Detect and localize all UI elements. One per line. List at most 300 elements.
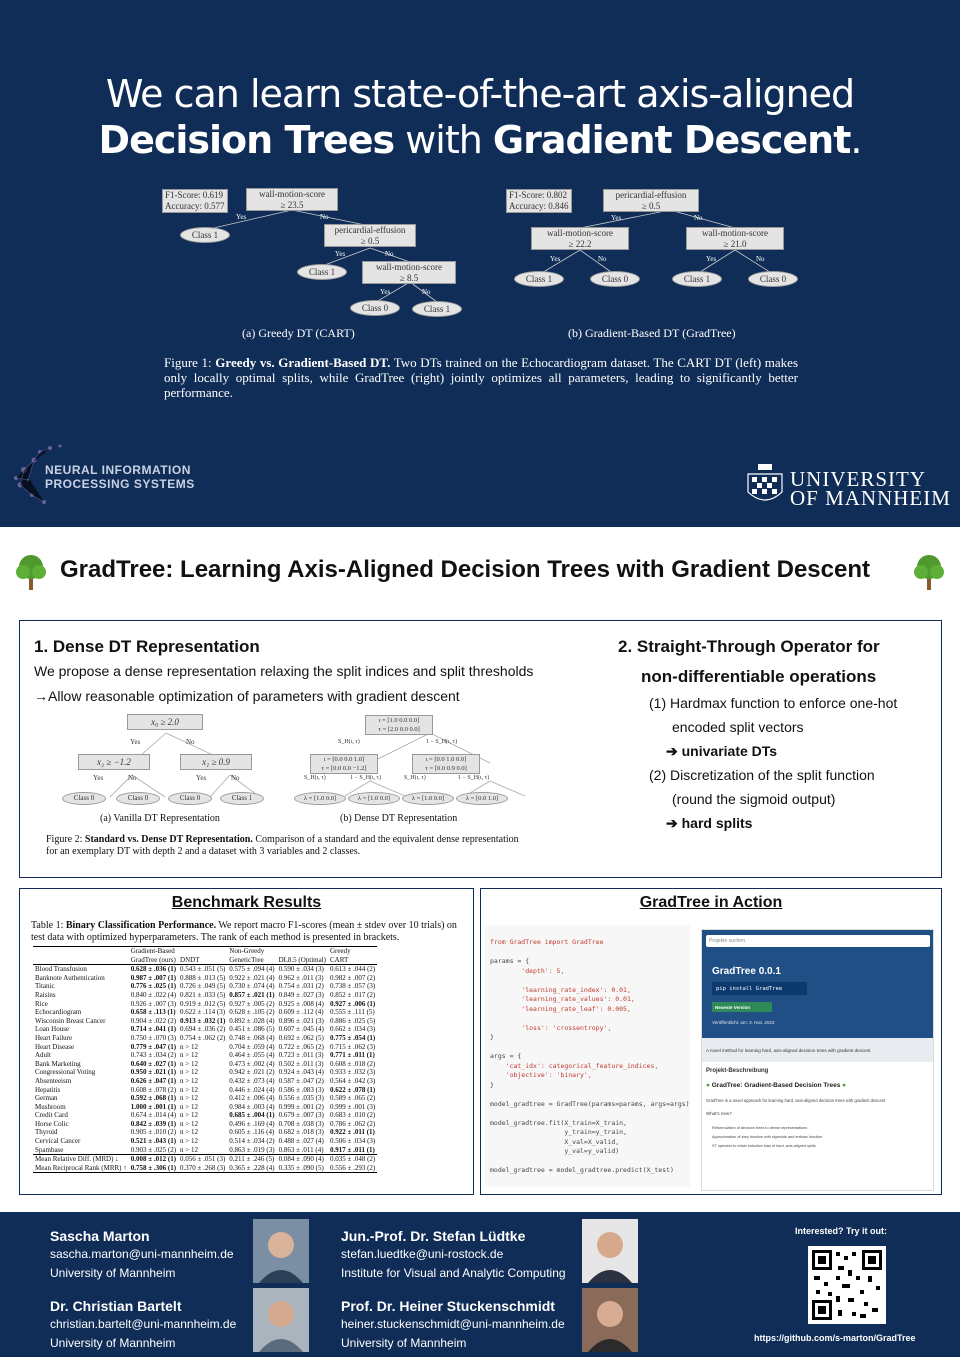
vanilla-left: x₂ ≥ −1.2: [78, 754, 150, 770]
dense-split-label: 1 − S_H(ι, τ): [458, 775, 490, 781]
score-cell: 0.555 ± .111 (5): [330, 1008, 375, 1017]
section1-heading: 1. Dense DT Representation: [34, 637, 260, 656]
dataset-name: Cervical Cancer: [35, 1137, 81, 1146]
score-cell: 0.607 ± .045 (4): [278, 1025, 324, 1034]
score-cell: 0.984 ± .003 (4): [229, 1102, 275, 1111]
cart-leaf-1: Class 1: [180, 227, 230, 243]
results-table: [33, 946, 377, 1173]
arrow-icon: ➔: [666, 743, 682, 759]
github-link[interactable]: https://github.com/s-marton/GradTree: [754, 1333, 916, 1343]
tree-icon: ●: [706, 1082, 710, 1089]
score-cell: 0.999 ± .001 (3): [330, 1102, 376, 1111]
method-section: [19, 620, 942, 878]
score-cell: 0.726 ± .049 (5): [180, 982, 226, 991]
section2-heading2: non-differentiable operations: [641, 667, 877, 686]
score-cell: n > 12: [180, 1111, 198, 1120]
pypi-readme-desc: GradTree is a novel approach for learning hard, axis-aligned decision trees with gradient descent: [706, 1098, 886, 1103]
column-header: DNDT: [180, 955, 200, 964]
score-cell: 0.514 ± .034 (2): [229, 1137, 275, 1146]
score-cell: 0.609 ± .112 (4): [278, 1008, 324, 1017]
s2-univariate: ➔ univariate DTs: [666, 743, 778, 759]
score-cell: 0.730 ± .074 (4): [229, 982, 275, 991]
headline-line1: We can learn state-of-the-art axis-aligned: [105, 72, 855, 116]
score-cell: n > 12: [180, 1145, 198, 1154]
table-row: [33, 1017, 377, 1026]
author-photo: [582, 1219, 638, 1283]
no-label: No: [186, 738, 195, 746]
author-info: sascha.marton@uni-mannheim.de University of Mannheim: [50, 1247, 234, 1280]
score-cell: 0.605 ± .116 (4): [229, 1128, 275, 1137]
mannheim-crest-icon: [740, 460, 790, 510]
score-cell: n > 12: [180, 1085, 198, 1094]
neurips-text: NEURAL INFORMATION PROCESSING SYSTEMS: [45, 463, 195, 491]
no-label: No: [422, 288, 431, 296]
qr-code-icon[interactable]: [808, 1246, 886, 1324]
table-row: [33, 965, 377, 974]
yes-label: Yes: [706, 255, 717, 263]
score-cell: 0.924 ± .043 (4): [278, 1068, 324, 1077]
code-line: y_val=y_valid): [490, 1147, 620, 1155]
score-cell: 0.628 ± .105 (2): [229, 1008, 275, 1017]
score-cell: 0.543 ± .051 (5): [180, 965, 226, 974]
table-row: [33, 1060, 377, 1069]
score-cell: 0.950 ± .021 (1): [130, 1068, 177, 1077]
yes-label: Yes: [130, 738, 141, 746]
score-cell: 0.587 ± .047 (2): [278, 1076, 324, 1085]
author-info: heiner.stuckenschmidt@uni-mannheim.de University of Mannheim: [341, 1317, 565, 1350]
score-cell: 0.613 ± .044 (2): [330, 965, 376, 974]
cart-score-box: F1-Score: 0.619 Accuracy: 0.577: [162, 189, 228, 213]
headline-line2: Decision Trees with Gradient Descent.: [98, 118, 862, 162]
score-cell: n > 12: [180, 1051, 198, 1060]
score-cell: 0.575 ± .094 (4): [229, 965, 275, 974]
dataset-name: Rice: [35, 999, 48, 1008]
pypi-project-heading: Projekt-Beschreibung: [706, 1068, 769, 1074]
author-name: Dr. Christian Bartelt: [50, 1298, 182, 1314]
yes-label: Yes: [93, 774, 104, 782]
tree-icon: [12, 553, 50, 591]
score-cell: 0.903 ± .025 (2): [130, 1145, 177, 1154]
no-label: No: [694, 214, 703, 222]
dense-split-label: S_H(ι, τ): [304, 775, 326, 781]
score-cell: 0.564 ± .042 (3): [330, 1076, 376, 1085]
tree-icon: [910, 553, 948, 591]
score-cell: 0.857 ± .021 (1): [229, 990, 275, 999]
no-label: No: [756, 255, 765, 263]
mannheim-logo-text: UNIVERSITY OF MANNHEIM: [790, 467, 951, 510]
column-header: GeneticTree: [229, 955, 264, 964]
score-cell: 0.754 ± .031 (2): [278, 982, 324, 991]
score-cell: 0.432 ± .073 (4): [229, 1076, 275, 1085]
score-cell: 0.592 ± .068 (1): [130, 1094, 177, 1103]
score-cell: 0.919 ± .012 (5): [180, 999, 226, 1008]
score-cell: 0.754 ± .062 (2): [180, 1033, 226, 1042]
section1-text1: We propose a dense representation relaxing the split indices and split thresholds: [34, 663, 534, 679]
grad-leaf-2: Class 0: [590, 271, 640, 287]
score-cell: n > 12: [180, 1076, 198, 1085]
score-cell: 0.446 ± .024 (4): [229, 1085, 275, 1094]
code-line: X_val=X_valid,: [490, 1137, 620, 1146]
dense-split-label: S_H(ι, τ): [338, 739, 360, 745]
score-cell: 0.917 ± .011 (1): [330, 1145, 375, 1154]
score-cell: 0.933 ± .032 (3): [330, 1068, 376, 1077]
score-cell: 0.927 ± .005 (2): [229, 999, 275, 1008]
score-cell: 0.942 ± .021 (2): [229, 1068, 275, 1077]
table-row: [33, 1120, 377, 1129]
dataset-name: Raisins: [35, 990, 56, 999]
table-row: [33, 1051, 377, 1060]
cart-tree-edges: [0, 0, 960, 330]
score-cell: 0.776 ± .025 (1): [130, 982, 177, 991]
vanilla-root: x₀ ≥ 2.0: [127, 714, 203, 730]
code-line: [490, 1043, 690, 1053]
dense-right: ι = [0.0 1.0 0.0] τ = [0.0 0.9 0.0]: [412, 754, 480, 774]
score-cell: 0.888 ± .013 (5): [180, 973, 226, 982]
table-row: [33, 1103, 377, 1112]
score-cell: 0.913 ± .032 (1): [180, 1016, 226, 1025]
grad-score-box: F1-Score: 0.802 Accuracy: 0.846: [506, 189, 572, 213]
code-line: [490, 1090, 690, 1100]
score-cell: 0.852 ± .017 (2): [330, 990, 376, 999]
action-section: [480, 888, 942, 1195]
score-cell: 0.738 ± .057 (3): [330, 982, 376, 991]
code-line: [490, 1109, 690, 1119]
dense-root: ι = [1.0 0.0 0.0] τ = [2.0 0.0 0.0]: [365, 715, 433, 735]
cart-caption: (a) Greedy DT (CART): [242, 326, 355, 340]
cart-node-root: wall-motion-score ≥ 23.5: [246, 188, 338, 211]
tree-icon: ●: [842, 1082, 847, 1089]
dense-split-label: 1 − S_H(ι, τ): [350, 775, 382, 781]
score-cell: 0.506 ± .034 (3): [330, 1137, 376, 1146]
dataset-name: Absenteeism: [35, 1076, 72, 1085]
vanilla-leaf-2: Class 0: [116, 792, 160, 805]
vanilla-leaf-3: Class 0: [168, 792, 212, 805]
pypi-search-input[interactable]: Projekte suchen: [706, 935, 930, 947]
dataset-name: Echocardiogram: [35, 1008, 82, 1017]
no-label: No: [598, 255, 607, 263]
dataset-name: German: [35, 1094, 58, 1103]
dataset-name: Adult: [35, 1051, 51, 1060]
cta-label: Interested? Try it out:: [795, 1226, 888, 1236]
pypi-date: Veröffentlicht: am: 3. Nov. 2023: [712, 1020, 775, 1025]
yes-label: Yes: [335, 250, 346, 258]
s2-hardsplits: ➔ hard splits: [666, 815, 753, 831]
cart-node-2: pericardial-effusion ≥ 0.5: [324, 224, 416, 247]
yes-label: Yes: [196, 774, 207, 782]
score-cell: 0.905 ± .010 (2): [130, 1128, 177, 1137]
score-cell: n > 12: [180, 1094, 198, 1103]
pypi-readme-title: ● GradTree: Gradient-Based Decision Trees ●: [706, 1082, 847, 1089]
table-row: [33, 1000, 377, 1009]
pip-install-box[interactable]: pip install GradTree: [712, 982, 807, 995]
score-cell: 0.451 ± .086 (5): [229, 1025, 275, 1034]
score-cell: 0.662 ± .034 (3): [330, 1025, 376, 1034]
table-row: [33, 1137, 377, 1146]
s2-point2: (2) Discretization of the split function: [649, 767, 875, 783]
score-cell: 0.896 ± .021 (3): [278, 1016, 324, 1025]
score-cell: 0.886 ± .025 (5): [330, 1016, 376, 1025]
cart-leaf-2: Class 1: [297, 264, 347, 280]
score-cell: 0.982 ± .007 (2): [330, 973, 376, 982]
score-cell: 0.771 ± .011 (1): [330, 1051, 375, 1060]
dataset-name: Heart Disease: [35, 1042, 75, 1051]
score-cell: 0.750 ± .070 (3): [130, 1033, 177, 1042]
score-cell: n > 12: [180, 1042, 198, 1051]
poster-title: GradTree: Learning Axis-Aligned Decision Trees with Gradient Descent: [60, 556, 870, 583]
dense-leaf-3: λ = [1.0 0.0]: [402, 792, 454, 805]
code-line: from GradTree import GradTree: [490, 938, 604, 946]
code-line: [490, 976, 690, 986]
dataset-name: Wisconsin Breast Cancer: [35, 1016, 106, 1025]
score-cell: 0.715 ± .062 (3): [330, 1042, 376, 1051]
yes-label: Yes: [380, 288, 391, 296]
pypi-description: A novel method for learning hard, axis-aligned decision trees with gradient descent: [702, 1038, 933, 1062]
section1-text2: →Allow reasonable optimization of parameters with gradient descent: [34, 688, 460, 704]
figure2-caption: Figure 2: Standard vs. Dense DT Representation. Comparison of a standard and the equivalent dense representation for an exemplary DT with depth 2 and a dataset with 3 variables and 2 classes.: [46, 834, 519, 857]
score-cell: 0.821 ± .033 (5): [180, 990, 226, 999]
score-cell: 0.723 ± .011 (3): [278, 1051, 324, 1060]
mrd-row: Mean Relative Diff. (MRD) ↓ 0.008 ± .012 (1) 0.056 ± .051 (3) 0.211 ± .246 (5) 0.084 ± .090 (4) 0.035 ± .048 (2): [35, 1155, 376, 1164]
score-cell: 0.590 ± .034 (3): [278, 965, 324, 974]
author-name: Jun.-Prof. Dr. Stefan Lüdtke: [341, 1228, 526, 1244]
score-cell: 0.682 ± .018 (3): [278, 1128, 324, 1137]
code-line: params = {: [490, 957, 530, 965]
table-row: [33, 1025, 377, 1034]
dense-leaf-1: λ = [1.0 0.0]: [294, 792, 346, 805]
grad-node-root: pericardial-effusion ≥ 0.5: [603, 189, 699, 212]
benchmark-title: Benchmark Results: [171, 894, 322, 911]
score-cell: 0.927 ± .006 (1): [330, 999, 376, 1008]
score-cell: 0.786 ± .062 (2): [330, 1119, 376, 1128]
code-line: 'learning_rate_index': 0.01,: [490, 985, 631, 994]
table-row: [33, 974, 377, 983]
benchmark-section: [19, 888, 474, 1195]
dataset-name: Horse Colic: [35, 1119, 69, 1128]
dense-split-label: S_H(ι, τ): [404, 775, 426, 781]
cart-leaf-4: Class 1: [412, 301, 462, 317]
score-cell: 0.412 ± .006 (4): [229, 1094, 275, 1103]
dataset-name: Congressional Voting: [35, 1068, 96, 1077]
no-label: No: [128, 774, 137, 782]
dataset-name: Thyroid: [35, 1128, 58, 1137]
column-header: CART: [330, 955, 349, 964]
dataset-name: Heart Failure: [35, 1033, 73, 1042]
code-line: 'cat_idx': categorical_feature_indices,: [490, 1061, 659, 1070]
score-cell: 0.926 ± .007 (3): [130, 999, 177, 1008]
header-banner: [0, 0, 960, 527]
code-line: model_gradtree.fit(X_train=X_train,: [490, 1118, 627, 1127]
code-line: [490, 1157, 690, 1167]
table-row: [33, 982, 377, 991]
score-cell: 0.999 ± .001 (2): [278, 1102, 324, 1111]
score-cell: 1.000 ± .001 (1): [130, 1102, 177, 1111]
pypi-bullets: Reformulation of decision trees to dense representations Approximation of step function with sigmoids and entmax function ST operator to retain inductive bias of hard, axis-aligned splits: [712, 1126, 823, 1148]
score-cell: n > 12: [180, 1068, 198, 1077]
table-row: [33, 1043, 377, 1052]
dataset-name: Credit Card: [35, 1111, 68, 1120]
score-cell: 0.708 ± .038 (3): [278, 1119, 324, 1128]
no-label: No: [320, 213, 329, 221]
score-cell: 0.502 ± .011 (3): [278, 1059, 324, 1068]
score-cell: n > 12: [180, 1059, 198, 1068]
score-cell: 0.658 ± .113 (1): [130, 1008, 176, 1017]
cart-node-3: wall-motion-score ≥ 8.5: [362, 261, 456, 284]
dense-leaf-2: λ = [1.0 0.0]: [348, 792, 400, 805]
score-cell: 0.925 ± .008 (4): [278, 999, 324, 1008]
score-cell: 0.922 ± .021 (4): [229, 973, 275, 982]
score-cell: 0.640 ± .027 (1): [130, 1059, 177, 1068]
score-cell: 0.674 ± .014 (4): [130, 1111, 177, 1120]
score-cell: 0.863 ± .011 (4): [278, 1145, 324, 1154]
score-cell: 0.904 ± .022 (2): [130, 1016, 177, 1025]
score-cell: 0.464 ± .055 (4): [229, 1051, 275, 1060]
table-caption: Table 1: Binary Classification Performance. We report macro F1-scores (mean ± stdev over 10 trials) on test data with optimized hyperparameters. The rank of each method is presented in brackets.: [31, 920, 457, 943]
table-row: [33, 1008, 377, 1017]
score-cell: 0.962 ± .011 (3): [278, 973, 324, 982]
code-line: }: [490, 1033, 494, 1041]
score-cell: 0.743 ± .034 (2): [130, 1051, 177, 1060]
dataset-name: Banknote Authentication: [35, 973, 105, 982]
table-row: [33, 1111, 377, 1120]
vanilla-leaf-4: Class 1: [220, 792, 264, 805]
score-cell: 0.775 ± .054 (1): [330, 1033, 376, 1042]
arrow-icon: ➔: [666, 815, 682, 831]
score-cell: 0.779 ± .047 (1): [130, 1042, 177, 1051]
yes-label: Yes: [550, 255, 561, 263]
table-row: [33, 1146, 377, 1155]
figure1-caption: Figure 1: Greedy vs. Gradient-Based DT. Two DTs trained on the Echocardiogram dataset. The CART DT (left) makes only locally optimal splits, while GradTree (right) jointly optimizes all parameters, leading to significantly better performance.: [164, 355, 799, 400]
score-cell: 0.622 ± .114 (3): [180, 1008, 226, 1017]
code-line: 'objective': 'binary',: [490, 1071, 592, 1079]
score-cell: 0.922 ± .011 (1): [330, 1128, 375, 1137]
score-cell: n > 12: [180, 1102, 198, 1111]
grad-node-left: wall-motion-score ≥ 22.2: [531, 227, 629, 250]
yes-label: Yes: [236, 213, 247, 221]
grad-leaf-1: Class 1: [514, 271, 564, 287]
score-cell: 0.679 ± .007 (3): [278, 1111, 324, 1120]
score-cell: 0.892 ± .028 (4): [229, 1016, 275, 1025]
author-name: Prof. Dr. Heiner Stuckenschmidt: [341, 1298, 555, 1314]
author-photo: [582, 1288, 638, 1352]
group-header: Greedy: [330, 947, 351, 955]
dataset-name: Blood Transfusion: [35, 965, 87, 974]
score-cell: 0.692 ± .062 (5): [278, 1033, 324, 1042]
author-photo: [253, 1219, 309, 1283]
score-cell: 0.842 ± .039 (1): [130, 1119, 177, 1128]
score-cell: 0.589 ± .065 (2): [330, 1094, 376, 1103]
score-cell: 0.626 ± .047 (1): [130, 1076, 177, 1085]
code-line: 'loss': 'crossentropy',: [490, 1023, 612, 1032]
score-cell: 0.694 ± .036 (2): [180, 1025, 226, 1034]
pypi-package-name: GradTree 0.0.1: [712, 966, 781, 977]
code-line: args = {: [490, 1052, 522, 1060]
score-cell: 0.722 ± .065 (2): [278, 1042, 324, 1051]
score-cell: 0.586 ± .083 (3): [278, 1085, 324, 1094]
pypi-whats-new: What's new?: [706, 1111, 732, 1116]
dense-left: ι = [0.0 0.0 1.0] τ = [0.0 0.0 −1.2]: [310, 754, 378, 774]
column-header: GradTree (ours): [130, 955, 176, 964]
results-table-wrap: [33, 946, 377, 1173]
group-header: Non-Greedy: [229, 947, 265, 955]
score-cell: 0.496 ± .169 (4): [229, 1119, 275, 1128]
score-cell: 0.840 ± .022 (4): [130, 990, 177, 999]
score-cell: 0.863 ± .019 (3): [229, 1145, 275, 1154]
score-cell: 0.714 ± .041 (1): [130, 1025, 177, 1034]
score-cell: 0.987 ± .007 (1): [130, 973, 177, 982]
grad-leaf-3: Class 1: [672, 271, 722, 287]
score-cell: 0.849 ± .027 (3): [278, 990, 324, 999]
table-row: [33, 1077, 377, 1086]
vanilla-caption: (a) Vanilla DT Representation: [100, 813, 220, 824]
score-cell: 0.521 ± .043 (1): [130, 1137, 177, 1146]
grad-node-right: wall-motion-score ≥ 21.0: [686, 227, 784, 250]
cart-leaf-3: Class 0: [350, 300, 400, 316]
dataset-name: Mushroom: [35, 1102, 66, 1111]
table-row: [33, 1068, 377, 1077]
s2-point2b: (round the sigmoid output): [672, 791, 836, 807]
dataset-name: Spambase: [35, 1145, 64, 1154]
code-line: [490, 1014, 690, 1024]
code-line: 'learning_rate_leaf': 0.005,: [490, 1004, 631, 1013]
dense-leaf-4: λ = [0.0 1.0]: [456, 792, 508, 805]
mrr-row: Mean Reciprocal Rank (MRR) ↑ 0.758 ± .306 (1) 0.370 ± .268 (3) 0.365 ± .228 (4) 0.335 ± .090 (5) 0.556 ± .293 (2): [35, 1163, 376, 1172]
vanilla-leaf-1: Class 0: [62, 792, 106, 805]
dataset-name: Bank Marketing: [35, 1059, 81, 1068]
author-info: stefan.luedtke@uni-rostock.de Institute for Visual and Analytic Computing: [341, 1247, 566, 1280]
score-cell: 0.608 ± .018 (2): [330, 1059, 376, 1068]
score-cell: n > 12: [180, 1119, 198, 1128]
code-line: y_train=y_train,: [490, 1128, 627, 1136]
code-line: model_gradtree = GradTree(params=params, args=args): [490, 1099, 690, 1108]
no-label: No: [231, 774, 240, 782]
author-info: christian.bartelt@uni-mannheim.de University of Mannheim: [50, 1317, 237, 1350]
code-line: 'learning_rate_values': 0.01,: [490, 995, 635, 1003]
dense-split-label: 1 − S_H(ι, τ): [426, 739, 458, 745]
score-cell: 0.704 ± .059 (4): [229, 1042, 275, 1051]
dataset-name: Titanic: [35, 982, 55, 991]
score-cell: 0.556 ± .035 (3): [278, 1094, 324, 1103]
code-line: model_gradtree = model_gradtree.predict(X_test): [490, 1166, 674, 1174]
latest-version-button[interactable]: Neueste Version: [712, 1002, 772, 1012]
vanilla-right: x₁ ≥ 0.9: [180, 754, 252, 770]
pypi-page: [701, 929, 934, 1191]
code-line: [490, 948, 690, 958]
score-cell: 0.748 ± .068 (4): [229, 1033, 275, 1042]
score-cell: 0.473 ± .002 (4): [229, 1059, 275, 1068]
dataset-name: Hepatitis: [35, 1085, 61, 1094]
table-row: [33, 1034, 377, 1043]
section2-heading1: 2. Straight-Through Operator for: [618, 637, 880, 656]
code-snippet: [490, 938, 690, 1176]
score-cell: 0.683 ± .010 (2): [330, 1111, 376, 1120]
authors-footer: [0, 1212, 960, 1357]
s2-point1b: encoded split vectors: [672, 719, 804, 735]
score-cell: n > 12: [180, 1137, 198, 1146]
dataset-name: Loan House: [35, 1025, 70, 1034]
score-cell: 0.622 ± .078 (1): [330, 1085, 376, 1094]
s2-point1: (1) Hardmax function to enforce one-hot: [649, 695, 898, 711]
table-row: [33, 1086, 377, 1095]
score-cell: 0.488 ± .027 (4): [278, 1137, 324, 1146]
score-cell: 0.628 ± .036 (1): [130, 965, 177, 974]
grad-caption: (b) Gradient-Based DT (GradTree): [568, 326, 736, 340]
action-title: GradTree in Action: [639, 894, 783, 911]
dense-caption: (b) Dense DT Representation: [340, 813, 458, 824]
score-cell: 0.685 ± .004 (1): [229, 1111, 275, 1120]
code-line: 'depth': 5,: [490, 966, 565, 975]
yes-label: Yes: [611, 214, 622, 222]
score-cell: n > 12: [180, 1128, 198, 1137]
